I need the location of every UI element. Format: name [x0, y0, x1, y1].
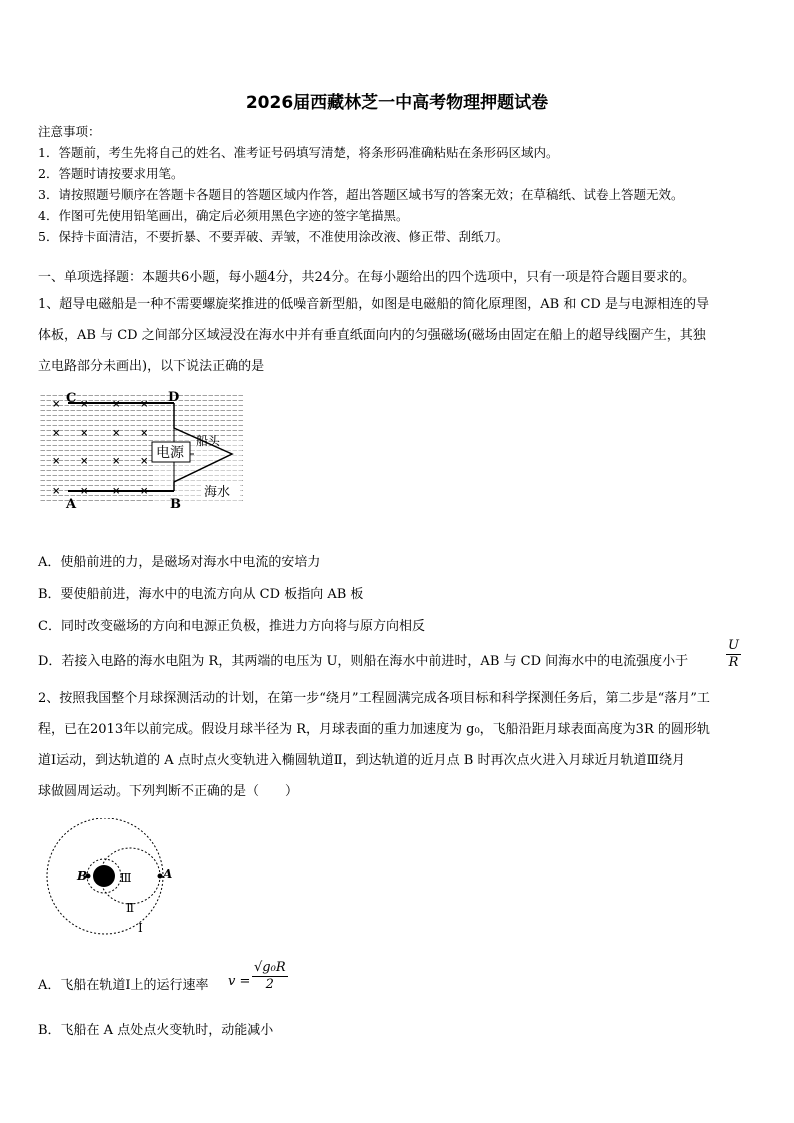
section-heading: 一、单项选择题：本题共6小题，每小题4分，共24分。在每小题给出的四个选项中，只有一项是符合题目要求的。 — [38, 270, 696, 285]
svg-text:×: × — [52, 456, 61, 467]
q2-option-b: B．飞船在 A 点处点火变轨时，动能减小 — [38, 1023, 274, 1038]
notice-item: 1．答题前，考生先将自己的姓名、准考证号码填写清楚，将条形码准确粘贴在条形码区域内。 — [38, 145, 559, 160]
svg-text:×: × — [140, 428, 149, 439]
notice-heading: 注意事项： — [38, 124, 101, 139]
q1-stem-line: 立电路部分未画出)，以下说法正确的是 — [38, 359, 265, 374]
svg-text:×: × — [80, 456, 89, 467]
label-b: B — [77, 869, 88, 883]
label-d: D — [168, 390, 180, 405]
label-orbit-2: Ⅱ — [126, 901, 135, 915]
q1-ship-diagram — [36, 388, 248, 512]
label-a: A — [163, 867, 173, 881]
notice-item: 2．答题时请按要求用笔。 — [38, 166, 184, 181]
svg-text:×: × — [80, 486, 89, 497]
q1-option-c: C．同时改变磁场的方向和电源正负极，推进力方向将与原方向相反 — [38, 619, 425, 634]
q1-option-d: D．若接入电路的海水电阻为 R，其两端的电压为 U，则船在海水中前进时，AB 与 CD 间海水中的电流强度小于 — [38, 654, 689, 669]
q1-stem-line: 1、超导电磁船是一种不需要螺旋桨推进的低噪音新型船，如图是电磁船的简化原理图，AB 和 CD 是与电源相连的导 — [38, 297, 709, 312]
svg-text:×: × — [112, 456, 121, 467]
label-b: B — [170, 497, 181, 512]
svg-text:×: × — [112, 428, 121, 439]
svg-text:×: × — [112, 486, 121, 497]
moon-body — [93, 865, 115, 887]
q2-stem-line: 程，已在2013年以前完成。假设月球半径为 R，月球表面的重力加速度为 g₀，飞船沿距月球表面高度为3R 的圆形轨 — [38, 722, 710, 737]
svg-text:×: × — [112, 399, 121, 410]
svg-text:×: × — [140, 399, 149, 410]
page-title: 2026届西藏林芝一中高考物理押题试卷 — [245, 93, 549, 113]
notice-item: 5．保持卡面清洁，不要折暴、不要弄破、弄皱，不准使用涂改液、修正带、刮纸刀。 — [38, 229, 509, 244]
svg-text:×: × — [80, 428, 89, 439]
q1-option-a: A．使船前进的力，是磁场对海水中电流的安培力 — [38, 555, 321, 570]
label-orbit-1: Ⅰ — [138, 921, 143, 935]
power-source-label: 电源 — [156, 445, 184, 461]
label-a: A — [66, 497, 77, 512]
q2-option-a: A．飞船在轨道Ⅰ上的运行速率 — [38, 978, 209, 993]
svg-text:×: × — [140, 486, 149, 497]
svg-text:×: × — [140, 456, 149, 467]
fraction-u-over-r: $\frac{U}{R}$ — [728, 638, 739, 670]
label-orbit-3: Ⅲ — [120, 871, 132, 885]
sea-label: 海水 — [204, 485, 231, 500]
svg-text:×: × — [80, 399, 89, 410]
q2-stem-line: 2、按照我国整个月球探测活动的计划，在第一步“绕月”工程圆满完成各项目标和科学探测任务后，第二步是“落月”工 — [38, 691, 710, 706]
fraction-velocity: $\frac{\text{√g₀R}}{2}$ — [254, 960, 286, 992]
svg-text:×: × — [52, 428, 61, 439]
point-a — [158, 874, 163, 879]
label-c: C — [66, 391, 77, 406]
formula-lhs: v = — [228, 974, 251, 989]
q1-option-b: B．要使船前进，海水中的电流方向从 CD 板指向 AB 板 — [38, 587, 364, 602]
svg-text:×: × — [52, 486, 61, 497]
q2-stem-line: 道Ⅰ运动，到达轨道的 A 点时点火变轨进入椭圆轨道Ⅱ，到达轨道的近月点 B 时再次点火进入月球近月轨道Ⅲ绕月 — [38, 753, 685, 768]
svg-text:×: × — [52, 399, 61, 410]
notice-item: 4．作图可先使用铅笔画出，确定后必须用黑色字迹的签字笔描黑。 — [38, 208, 409, 223]
bow-label: 船头 — [196, 434, 221, 448]
notice-item: 3．请按照题号顺序在答题卡各题目的答题区域内作答，超出答题区域书写的答案无效；在草稿纸、试卷上答题无效。 — [38, 187, 684, 202]
q2-stem-line: 球做圆周运动。下列判断不正确的是（ ） — [38, 784, 299, 799]
q2-orbit-diagram — [40, 818, 190, 942]
q1-stem-line: 体板，AB 与 CD 之间部分区域浸没在海水中并有垂直纸面向内的匀强磁场(磁场由固定在船上的超导线圈产生，其独 — [38, 328, 706, 343]
